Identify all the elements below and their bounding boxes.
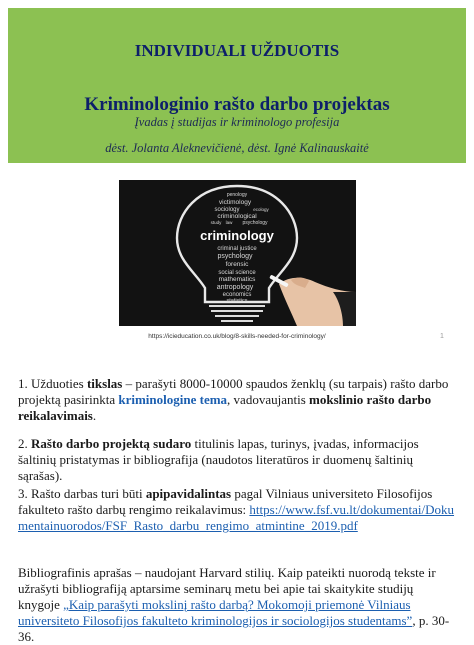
paragraph-structure: 2. Rašto darbo projektą sudaro titulinis lapas, turinys, įvadas, informacijos šaltinių pristatymas ir bibliografija (naudotos literatūros ir duomenų šaltinių sąrašas). <box>18 436 419 483</box>
word-antropology: antropology <box>216 284 254 291</box>
bold-structure: Rašto darbo projektą sudaro <box>31 436 192 451</box>
word-statistics: statistics <box>226 298 248 304</box>
image-caption: https://icieducation.co.uk/blog/8-skills-needed-for-criminology/ <box>148 333 326 340</box>
page-number: 1 <box>440 333 444 340</box>
word-criminological: criminological <box>217 213 257 220</box>
word-study: study <box>210 220 222 225</box>
word-economics: economics <box>222 292 252 298</box>
word-law: law <box>225 220 233 225</box>
bold-tikslas: tikslas <box>86 376 123 391</box>
assignment-title: INDIVIDUALI UŽDUOTIS <box>134 41 340 60</box>
study-book-link[interactable]: „Kaip parašyti mokslinį rašto darbą? Mokomoji priemonė Vilniaus universiteto Filosofijos fakulteto kriminologijos ir sociologijos studentams” <box>18 597 413 628</box>
project-title: Kriminologinio rašto darbo projektas <box>84 94 390 115</box>
word-mathematics: mathematics <box>218 276 256 283</box>
teachers: dėst. Jolanta Aleknevičienė, dėst. Ignė Kalinauskaitė <box>105 141 369 155</box>
word-social-science: social science <box>218 270 256 276</box>
word-ecology: ecology <box>253 207 269 212</box>
paragraph-bibliography: Bibliografinis aprašas – naudojant Harvard stilių. Kaip pateikti nuorodą tekste ir užrašyti bibliografiją aptarsime seminarų metu bei apie tai skaitykite studijų knygoje „Kaip parašyti mokslinį rašto darbą? Mokomoji priemonė Vilniaus universiteto Filosofijos fakulteto kriminologijos ir sociologijos studentams”, p. 30-36. <box>18 565 450 644</box>
course-name: Įvadas į studijas ir kriminologo profesija <box>134 115 340 129</box>
word-victimology: victimology <box>218 199 252 206</box>
word-criminal-justice: criminal justice <box>217 246 257 252</box>
word-sociology: sociology <box>214 207 240 213</box>
requirements-bold: mokslinio rašto darbo reikalavimais <box>18 392 432 423</box>
word-psychology-2: psychology <box>217 253 253 260</box>
criminology-bulb-image <box>119 180 356 326</box>
paragraph-task-goal: 1. Užduoties tikslas – parašyti 8000-10000 spaudos ženklų (su tarpais) rašto darbo projektą pasirinkta kriminologine tema, vadovaujantis mokslinio rašto darbo reikalavimais. <box>18 376 449 423</box>
word-penology: penology <box>226 192 248 198</box>
word-forensic: forensic <box>225 261 249 268</box>
bold-formatted: apipavidalintas <box>145 486 232 501</box>
word-psychology-1: psychology <box>242 220 268 226</box>
title-banner <box>8 8 466 163</box>
paragraph-formatting: 3. Rašto darbas turi būti apipavidalintas pagal Vilniaus universiteto Filosofijos fakulteto rašto darbų rengimo reikalavimus: https://www.fsf.vu.lt/dokumentai/Dokumentainuorodos/FSF_Rasto_darbu_rengimo_atmintine_2019.pdf <box>18 486 455 533</box>
word-criminology: criminology <box>200 228 274 243</box>
criminology-topic: kriminologine tema <box>118 392 228 407</box>
guidelines-link[interactable]: https://www.fsf.vu.lt/dokumentai/Dokumentainuorodos/FSF_Rasto_darbu_rengimo_atmintine_2019.pdf <box>18 502 455 533</box>
